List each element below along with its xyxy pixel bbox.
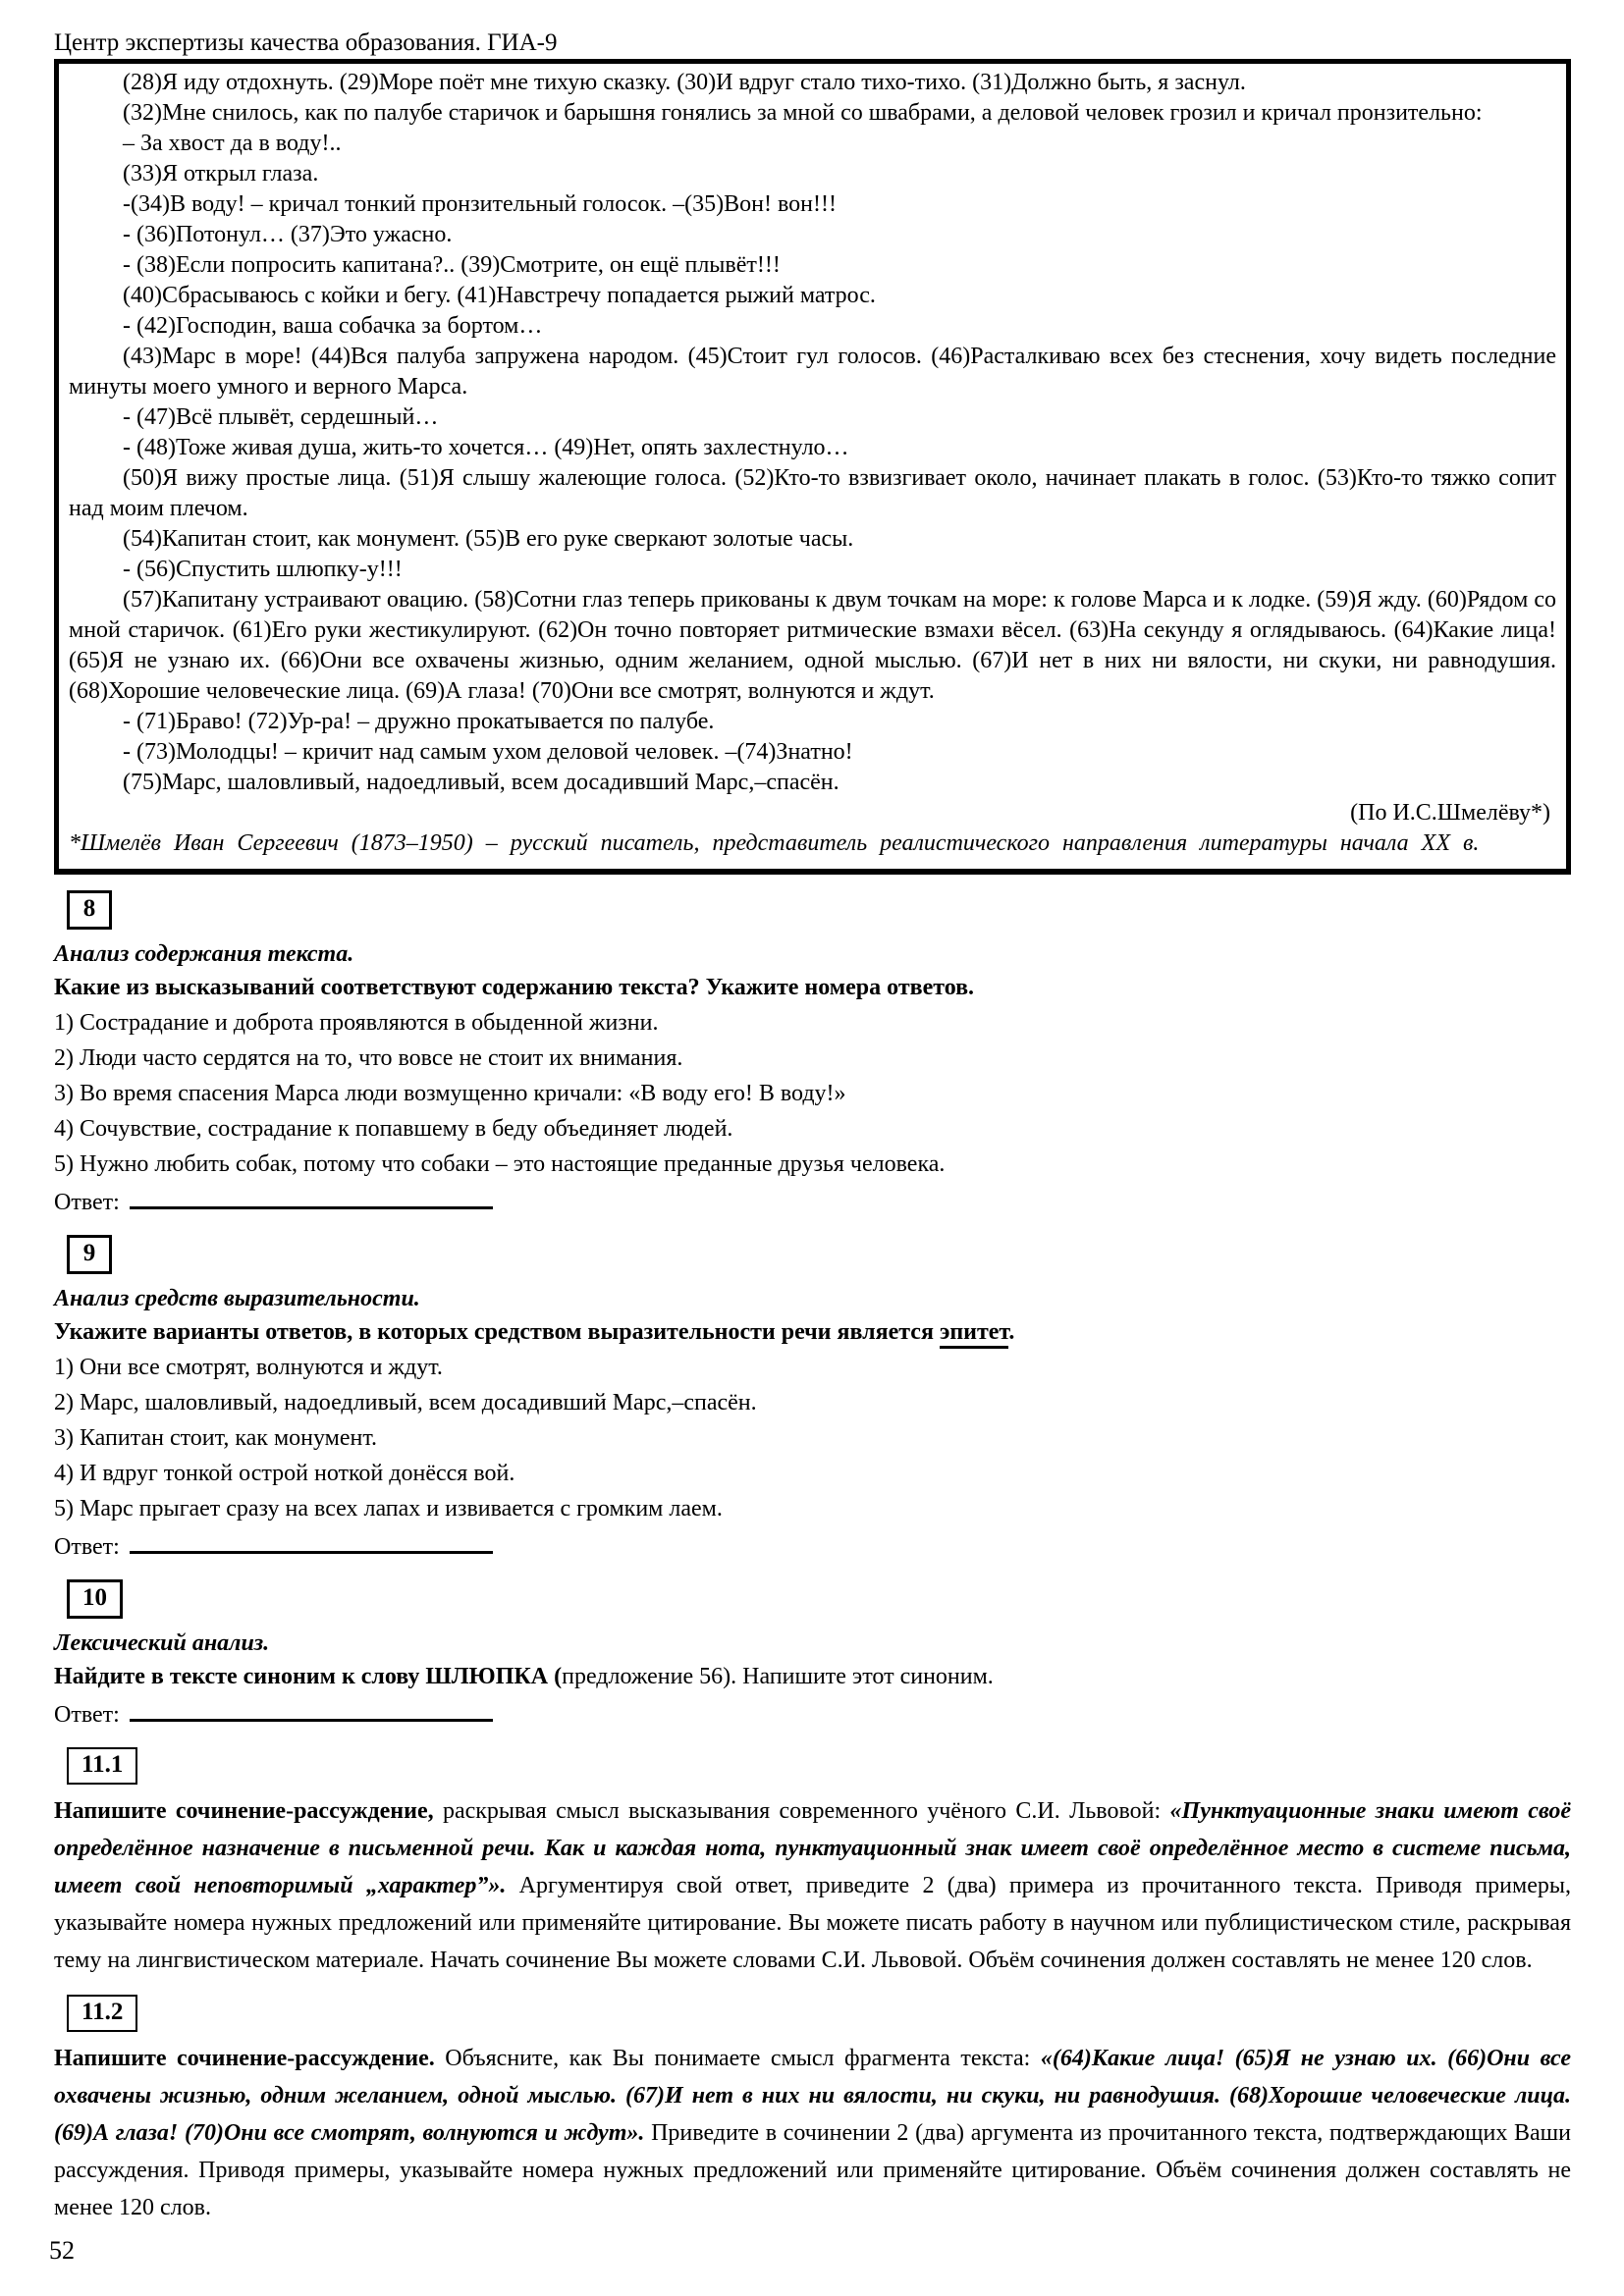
passage-paragraph: (33)Я открыл глаза. [123, 161, 319, 187]
question-11-2-text [54, 2040, 1571, 2226]
question-10-prompt-bold: Найдите в тексте синоним к слову ШЛЮПКА ( [54, 1664, 563, 1689]
question-9-option-3: 3) Капитан стоит, как монумент. [54, 1425, 378, 1451]
passage-paragraph: - (47)Всё плывёт, сердешный… [123, 404, 439, 430]
question-11-2 [54, 1981, 1571, 2226]
question-10-number-box: 10 [67, 1579, 123, 1619]
passage-paragraph: - (48)Тоже живая душа, жить-то хочется… (49)Нет, опять захлестнуло… [123, 435, 849, 460]
answer-label: Ответ: [54, 1534, 120, 1560]
passage-attribution: (По И.С.Шмелёву*) [1350, 800, 1550, 826]
answer-label: Ответ: [54, 1702, 120, 1728]
question-11-1-intro-bold: Напишите сочинение-рассуждение, [54, 1798, 434, 1824]
passage-paragraph: - (42)Господин, ваша собачка за бортом… [123, 313, 543, 339]
question-9-option-5: 5) Марс прыгает сразу на всех лапах и извивается с громким лаем. [54, 1496, 723, 1522]
question-9-option-1: 1) Они все смотрят, волнуются и ждут. [54, 1355, 443, 1380]
question-11-1-text [54, 1792, 1571, 1979]
question-10-prompt-regular: предложение 56). Напишите этот синоним. [562, 1664, 994, 1689]
answer-label: Ответ: [54, 1190, 120, 1215]
answer-blank-line [130, 1700, 493, 1722]
passage-paragraph: -(34)В воду! – кричал тонкий пронзительный голосок. –(35)Вон! вон!!! [123, 191, 837, 217]
question-10-subtitle: Лексический анализ. [54, 1630, 270, 1656]
question-11-1-intro-regular: раскрывая смысл высказывания современного учёного С.И. Львовой: [442, 1798, 1162, 1824]
question-8-option-4: 4) Сочувствие, сострадание к попавшему в беду объединяет людей. [54, 1116, 733, 1142]
question-9-subtitle: Анализ средств выразительности. [54, 1286, 420, 1311]
passage-paragraph: - (71)Браво! (72)Ур-ра! – дружно прокатывается по палубе. [123, 709, 715, 734]
passage-paragraph: - (36)Потонул… (37)Это ужасно. [123, 222, 453, 247]
passage-paragraph: (57)Капитану устраивают овацию. (58)Сотни глаз теперь прикованы к двум точкам на море: к голове Марса и к лодке. (59)Я жду. (60)Рядом со мной старичок. (61)Его руки жестикулируют. (62)Он точно повторяет ритмические взмахи вёсел. (63)На секунду я оглядываюсь. (64)Какие лица! (65)Я не узнаю их. (66)Они все охвачены жизнью, одним желанием, одной мыслью. (67)И нет в них ни вялости, ни скуки, ни равнодушия. (68)Хорошие человеческие лица. (69)А глаза! (70)Они все смотрят, волнуются и ждут. [69, 587, 1556, 704]
question-8-number-box: 8 [67, 890, 112, 930]
question-8-option-3: 3) Во время спасения Марса люди возмущенно кричали: «В воду его! В воду!» [54, 1081, 846, 1106]
passage-paragraph: (50)Я вижу простые лица. (51)Я слышу жалеющие голоса. (52)Кто-то взвизгивает около, начинает плакать в голос. (53)Кто-то тяжко сопит над моим плечом. [69, 465, 1556, 521]
question-9-prompt [54, 1315, 1571, 1350]
question-11-2-quote: «(64)Какие лица! (65)Я не узнаю их. (66)Они все охвачены жизнью, одним желанием, одной мыслью. (67)И нет в них ни вялости, ни скуки, ни равнодушия. (68)Хорошие человеческие лица. (69)А глаза! (70)Они все смотрят, волнуются и ждут». [54, 2046, 1572, 2146]
passage-footnote: *Шмелёв Иван Сергеевич (1873–1950) – русский писатель, представитель реалистического направления литературы начала XX в. [69, 830, 1480, 856]
question-8-answer-row [54, 1186, 1571, 1219]
question-11-2-intro-bold: Напишите сочинение-рассуждение. [54, 2046, 435, 2071]
question-8-subtitle: Анализ содержания текста. [54, 941, 354, 967]
question-9-prompt-text: Укажите варианты ответов, в которых средством выразительности речи является [54, 1319, 934, 1345]
page-number: 52 [49, 2236, 75, 2265]
question-11-1 [54, 1734, 1571, 1979]
question-10-prompt [54, 1660, 1571, 1694]
question-11-2-body: Приведите в сочинении 2 (два) аргумента из прочитанного текста, подтверждающих Ваши рассуждения. Приводя примеры, указывайте номера нужных предложений или применяйте цитирование. Объём сочинения должен составлять не менее 120 слов. [54, 2120, 1572, 2220]
passage-paragraph: – За хвост да в воду!.. [123, 131, 342, 156]
passage-paragraph: (28)Я иду отдохнуть. (29)Море поёт мне тихую сказку. (30)И вдруг стало тихо-тихо. (31)Должно быть, я заснул. [123, 70, 1246, 95]
question-9-answer-row [54, 1530, 1571, 1564]
question-9 [54, 1221, 1571, 1564]
question-11-1-quote: «Пунктуационные знаки имеют своё определённое назначение в письменной речи. Как и каждая нота, пунктуационный знак имеет своё определённое место в системе письма, имеет свой неповторимый „характер”». [54, 1798, 1571, 1898]
passage-paragraph: (32)Мне снилось, как по палубе старичок и барышня гонялись за мной со швабрами, а деловой человек грозил и кричал пронзительно: [123, 100, 1483, 126]
question-9-option-4: 4) И вдруг тонкой острой ноткой донёсся вой. [54, 1461, 515, 1486]
question-8-prompt: Какие из высказываний соответствуют содержанию текста? Укажите номера ответов. [54, 975, 975, 1000]
question-10 [54, 1566, 1571, 1732]
passage-paragraph: (43)Марс в море! (44)Вся палуба запружена народом. (45)Стоит гул голосов. (46)Расталкиваю всех без стеснения, хочу видеть последние минуты моего умного и верного Марса. [69, 344, 1556, 400]
question-11-2-number-box: 11.2 [67, 1995, 137, 2032]
question-8-option-2: 2) Люди часто сердятся на то, что вовсе не стоит их внимания. [54, 1045, 683, 1071]
passage-paragraph: (54)Капитан стоит, как монумент. (55)В его руке сверкают золотые часы. [123, 526, 854, 552]
document-header: Центр экспертизы качества образования. ГИА-9 [54, 29, 558, 56]
passage-paragraph: - (73)Молодцы! – кричит над самым ухом деловой человек. –(74)Знатно! [123, 739, 853, 765]
question-8-option-1: 1) Сострадание и доброта проявляются в обыденной жизни. [54, 1010, 659, 1036]
passage-paragraph: (75)Марс, шаловливый, надоедливый, всем досадивший Марс,–спасён. [123, 770, 839, 795]
passage-paragraph: - (56)Спустить шлюпку-у!!! [123, 557, 403, 582]
question-9-prompt-period: . [1008, 1319, 1015, 1345]
question-8-option-5: 5) Нужно любить собак, потому что собаки – это настоящие преданные друзья человека. [54, 1151, 946, 1177]
question-9-underlined-term: эпитет [940, 1319, 1008, 1349]
question-10-answer-row [54, 1698, 1571, 1732]
question-9-option-2: 2) Марс, шаловливый, надоедливый, всем досадивший Марс,–спасён. [54, 1390, 757, 1415]
passage-paragraph: - (38)Если попросить капитана?.. (39)Смотрите, он ещё плывёт!!! [123, 252, 781, 278]
question-11-1-number-box: 11.1 [67, 1747, 137, 1785]
answer-blank-line [130, 1532, 493, 1554]
question-11-1-body: Аргументируя свой ответ, приведите 2 (два) примера из прочитанного текста. Приводя примеры, указывайте номера нужных предложений или применяйте цитирование. Вы можете писать работу в научном или публицистическом стиле, раскрывая тему на лингвистическом материале. Начать сочинение Вы можете словами С.И. Львовой. Объём сочинения должен составлять не менее 120 слов. [54, 1873, 1571, 1973]
question-11-2-intro-regular: Объясните, как Вы понимаете смысл фрагмента текста: [445, 2046, 1031, 2071]
question-9-number-box: 9 [67, 1235, 112, 1274]
passage-paragraph: (40)Сбрасываюсь с койки и бегу. (41)Навстречу попадается рыжий матрос. [123, 283, 876, 308]
question-8 [54, 877, 1571, 1219]
reading-passage-box [54, 59, 1571, 875]
answer-blank-line [130, 1188, 493, 1209]
